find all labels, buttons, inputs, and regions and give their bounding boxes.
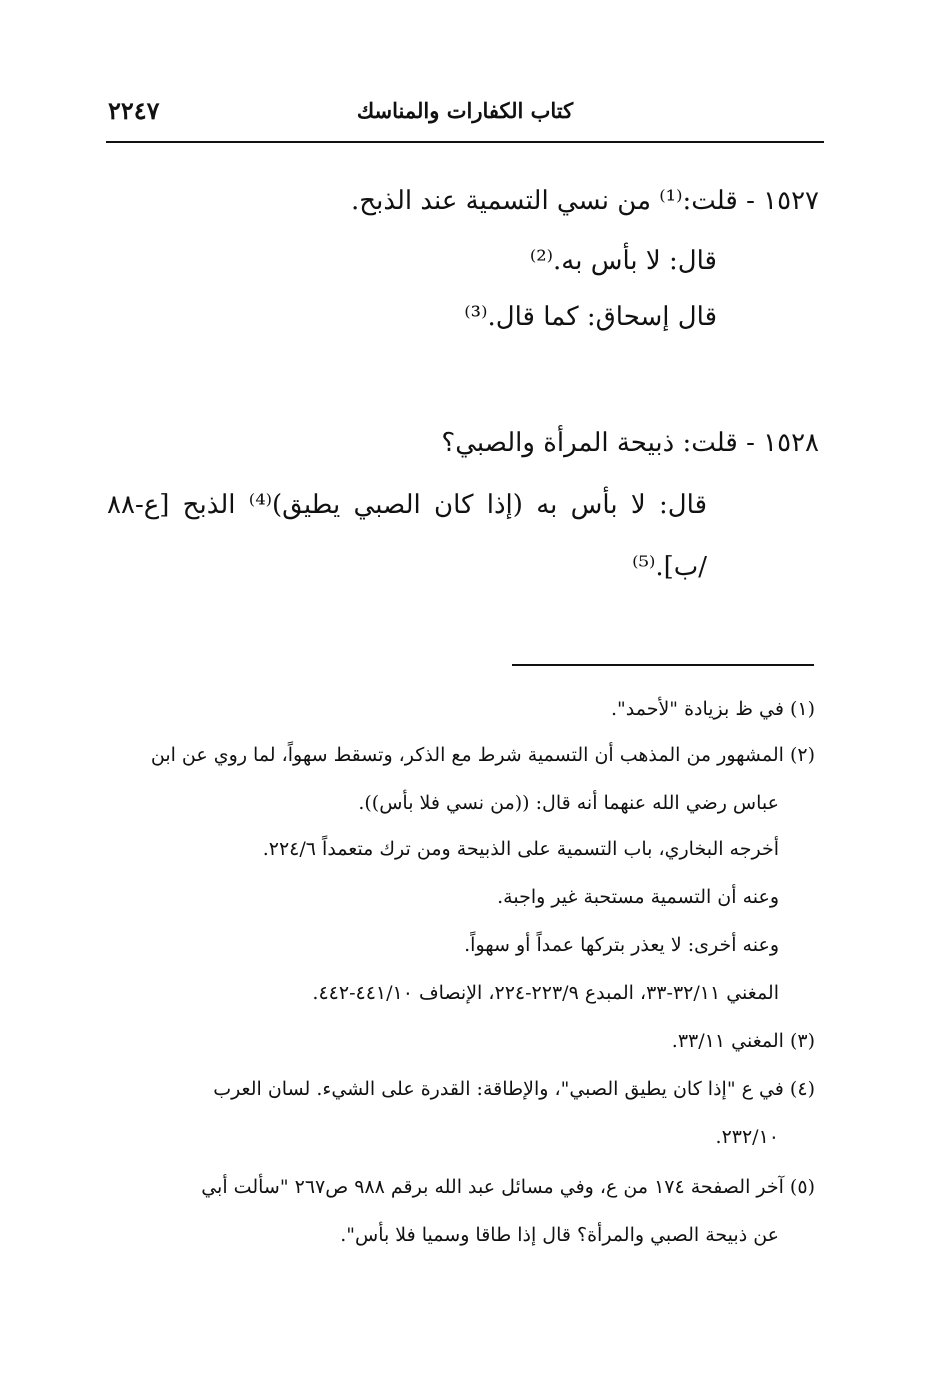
footnote-3: (٣) المغني ٣٣/١١. <box>671 1030 815 1052</box>
answer-1528-line2: /ب].⁽⁵⁾ <box>632 552 707 582</box>
footnote-separator <box>512 664 814 666</box>
footnote-1: (١) في ظ بزيادة "لأحمد". <box>610 698 815 720</box>
footnote-2-line1: (٢) المشهور من المذهب أن التسمية شرط مع الذكر، وتسقط سهواً، لما روي عن ابن <box>150 744 815 766</box>
footnote-2-line3: أخرجه البخاري، باب التسمية على الذبيحة ومن ترك متعمداً ٢٢٤/٦. <box>262 838 779 860</box>
footnote-2-line5: وعنه أخرى: لا يعذر بتركها عمداً أو سهواً. <box>464 934 779 956</box>
answer-1527: قال: لا بأس به.⁽²⁾ <box>529 246 717 276</box>
running-header-title: كتاب الكفارات والمناسك <box>356 98 574 123</box>
footnote-2-line6: المغني ٣٢/١١-٣٣، المبدع ٢٢٣/٩-٢٢٤، الإنصاف ٤٤١/١٠-٤٤٢. <box>312 982 779 1004</box>
footnote-2-line4: وعنه أن التسمية مستحبة غير واجبة. <box>497 886 779 908</box>
page-number: ٢٢٤٧ <box>108 96 160 125</box>
question-1527: ١٥٢٧ - قلت:⁽¹⁾ من نسي التسمية عند الذبح. <box>351 186 819 216</box>
footnote-5-line2: عن ذبيحة الصبي والمرأة؟ قال إذا طاقا وسميا فلا بأس". <box>340 1224 779 1246</box>
footnote-4-line1: (٤) في ع "إذا كان يطيق الصبي"، والإطاقة: القدرة على الشيء. لسان العرب <box>213 1078 815 1100</box>
header-rule <box>106 141 824 143</box>
footnote-4-line2: ٢٣٢/١٠. <box>715 1126 779 1148</box>
ishaq-1527: قال إسحاق: كما قال.⁽³⁾ <box>464 302 717 332</box>
answer-1528-line1: قال: لا بأس به (إذا كان الصبي يطيق)⁽⁴⁾ الذبح [ع-٨٨ <box>107 490 708 520</box>
footnote-5-line1: (٥) آخر الصفحة ١٧٤ من ع، وفي مسائل عبد الله برقم ٩٨٨ ص٢٦٧ "سألت أبي <box>201 1176 815 1198</box>
question-1528: ١٥٢٨ - قلت: ذبيحة المرأة والصبي؟ <box>441 428 819 458</box>
footnote-2-line2: عباس رضي الله عنهما أنه قال: ((من نسي فلا بأس)). <box>358 792 779 814</box>
